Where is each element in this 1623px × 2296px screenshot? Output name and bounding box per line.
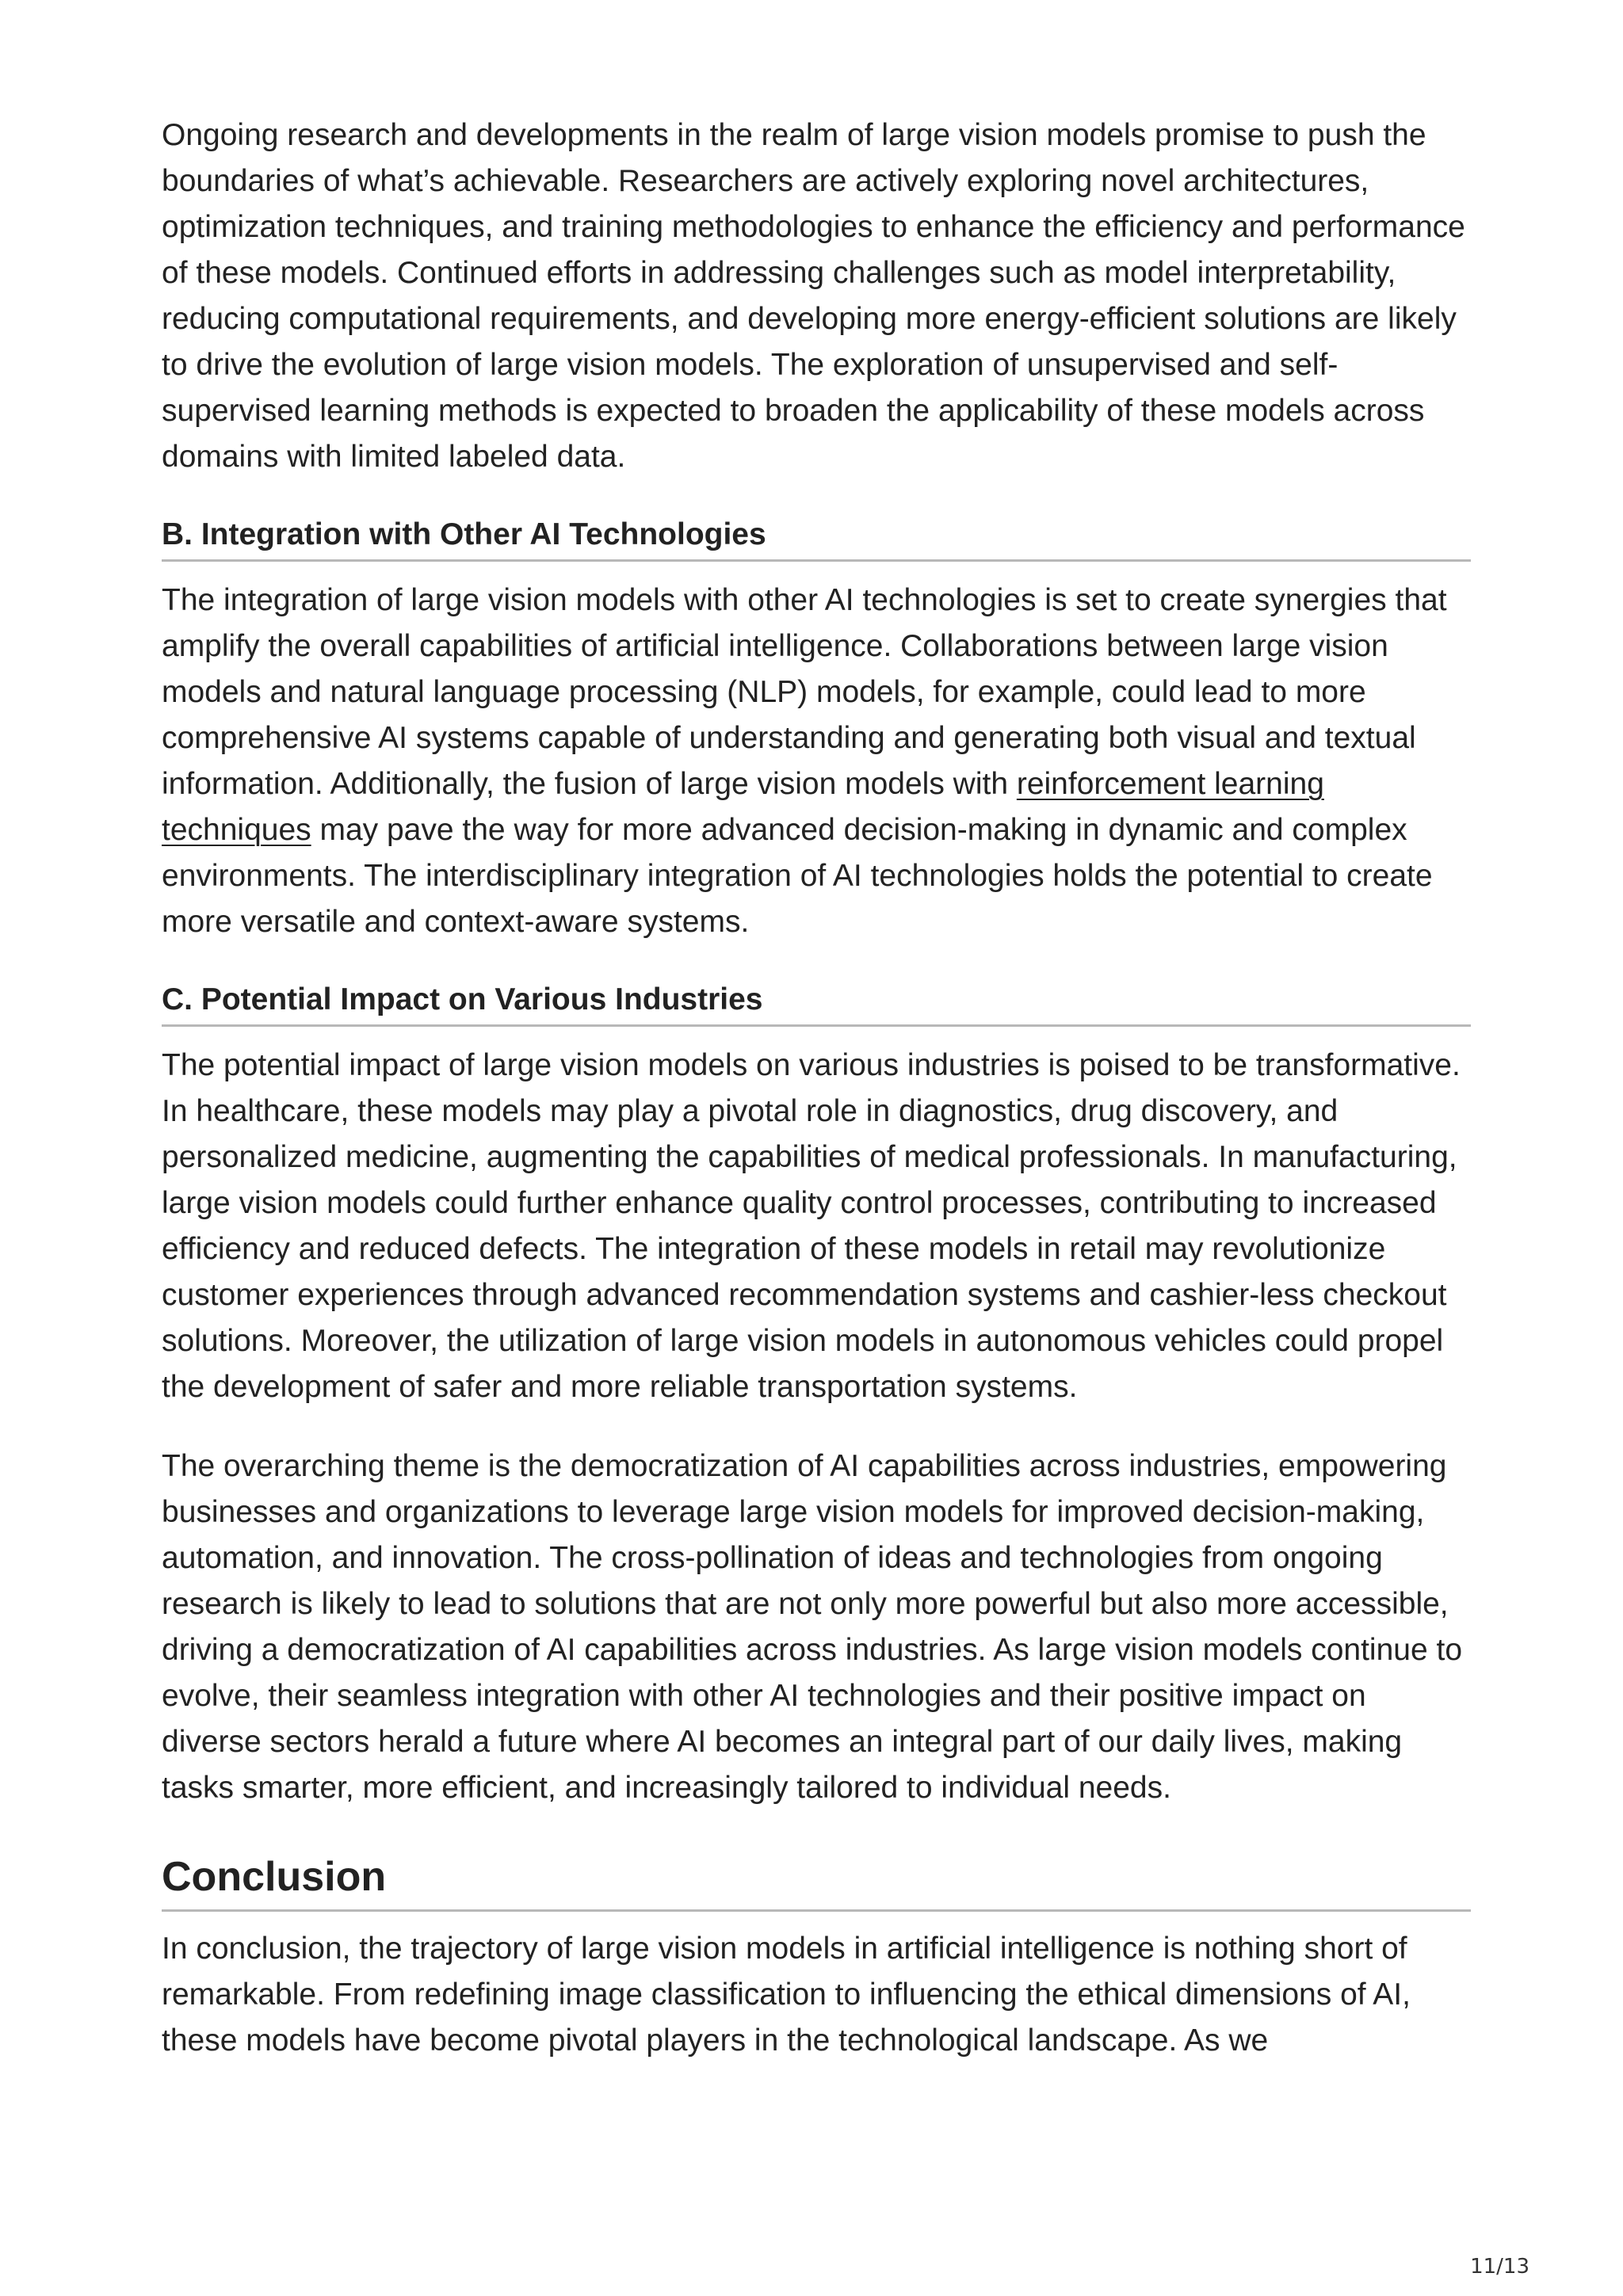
reinforcement-learning-link[interactable]: reinforcement learning techniques: [162, 767, 1324, 847]
integration-paragraph: [162, 578, 1471, 945]
impact-paragraph: The potential impact of large vision models on various industries is poised to be transformative. In healthcare, these models may play a pivotal role in diagnostics, drug discovery, and personalized medicine, augmenting the capabilities of medical professionals. In manufacturing, large vision models could further enhance quality control processes, contributing to increased efficiency and reduced defects. The integration of these models in retail may revolutionize customer experiences through advanced recommendation systems and cashier-less checkout solutions. Moreover, the utilization of large vision models in autonomous vehicles could propel the development of safer and more reliable transportation systems.: [162, 1048, 1461, 1404]
section-heading-impact: C. Potential Impact on Various Industries: [162, 980, 1471, 1027]
page-number: 11/13: [1470, 2255, 1529, 2279]
integration-text-before-link: The integration of large vision models with other AI technologies is set to create synergies that amplify the overall capabilities of artificial intelligence. Collaborations between large vision models and natural language processing (NLP) models, for example, could lead to more comprehensive AI systems capable of understanding and generating both visual and textual information. Additionally, the fusion of large vision models with: [162, 583, 1447, 801]
section-heading-integration: B. Integration with Other AI Technologies: [162, 515, 1471, 562]
integration-text-after-link: may pave the way for more advanced decision-making in dynamic and complex environments. The interdisciplinary integration of AI technologies holds the potential to create more versatile and context-aware systems.: [162, 813, 1433, 939]
conclusion-heading: Conclusion: [162, 1851, 1471, 1912]
article-body: [162, 113, 1471, 2064]
democratization-paragraph: The overarching theme is the democratization of AI capabilities across industries, empowering businesses and organizations to leverage large vision models for improved decision-making, automation, and innovation. The cross-pollination of ideas and technologies from ongoing research is likely to lead to solutions that are not only more powerful but also more accessible, driving a democratization of AI capabilities across industries. As large vision models continue to evolve, their seamless integration with other AI technologies and their positive impact on diverse sectors herald a future where AI becomes an integral part of our daily lives, making tasks smarter, more efficient, and increasingly tailored to individual needs.: [162, 1449, 1463, 1805]
intro-paragraph: Ongoing research and developments in the realm of large vision models promise to push the boundaries of what’s achievable. Researchers are actively exploring novel architectures, optimization techniques, and training methodologies to enhance the efficiency and performance of these models. Continued efforts in addressing challenges such as model interpretability, reducing computational requirements, and developing more energy-efficient solutions are likely to drive the evolution of large vision models. The exploration of unsupervised and self-supervised learning methods is expected to broaden the applicability of these models across domains with limited labeled data.: [162, 118, 1465, 474]
conclusion-paragraph: In conclusion, the trajectory of large vision models in artificial intelligence is nothing short of remarkable. From redefining image classification to influencing the ethical dimensions of AI, these models have become pivotal players in the technological landscape. As we: [162, 1932, 1411, 2058]
